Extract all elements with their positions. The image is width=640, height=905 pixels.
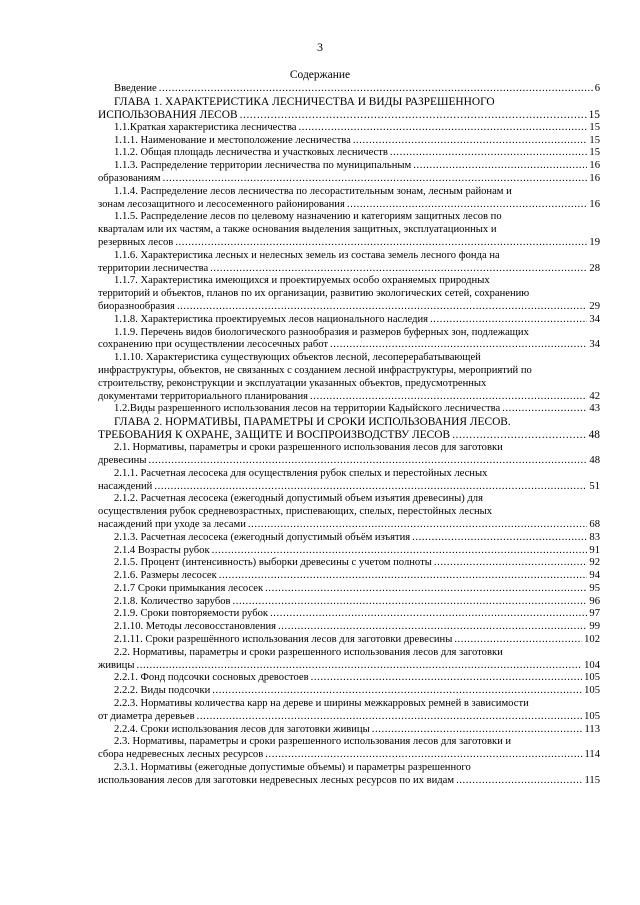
toc-entry-text: 1.2.Виды разрешенного использования лесов на территории Кадыйского лесничества	[114, 403, 501, 415]
toc-entry	[98, 583, 600, 596]
toc-entry-line	[98, 557, 600, 570]
dot-leader	[175, 237, 587, 250]
toc-page-number: 6	[594, 83, 600, 94]
toc-entry-text: древесины	[98, 454, 147, 466]
dot-leader	[310, 391, 587, 404]
toc-entry-line	[98, 532, 600, 545]
toc-entry-text: 1.1.3. Распределение территории лесничества по муниципальным	[114, 160, 412, 172]
toc-entry	[98, 621, 600, 634]
toc-page-number: 16	[589, 198, 600, 210]
toc-page-number: 92	[589, 557, 600, 569]
toc-entry	[98, 135, 600, 148]
toc-entry-text: 2.1.7 Сроки примыкания лесосек	[114, 582, 264, 594]
toc-entry	[98, 634, 600, 647]
toc-entry-line	[98, 685, 600, 698]
toc-page-number: 94	[589, 570, 600, 582]
dot-leader	[154, 481, 587, 494]
toc-entry-line	[98, 173, 600, 186]
toc-entry	[98, 442, 600, 468]
dot-leader	[413, 160, 587, 173]
toc-page-number: 34	[589, 339, 600, 351]
toc-entry-line	[98, 263, 600, 276]
toc-entry-line	[98, 339, 600, 352]
toc-entry-line	[98, 301, 600, 314]
toc-entry	[98, 596, 600, 609]
toc-entry-text: биоразнообразия	[98, 300, 175, 312]
toc-entry	[98, 327, 600, 353]
toc-page-number: 105	[584, 710, 600, 722]
dot-leader	[412, 532, 587, 545]
dot-leader	[430, 314, 587, 327]
toc-entry-text: 2.2.4. Сроки использования лесов для заготовки живицы	[114, 723, 370, 735]
dot-leader	[390, 147, 588, 160]
toc-page-number: 95	[589, 582, 600, 594]
toc-page-number: 102	[584, 634, 600, 646]
toc-entry	[98, 570, 600, 583]
dot-leader	[148, 455, 587, 468]
toc-entry-text: осуществления рубок средневозрастных, приспевающих, спелых, перестойных лесных	[98, 506, 493, 518]
toc-entry-text: Введение	[114, 83, 157, 94]
toc-entry	[98, 96, 600, 122]
toc-entry	[98, 647, 600, 673]
dot-leader	[212, 685, 582, 698]
toc-entry-text: насаждений при уходе за лесами	[98, 518, 246, 530]
toc-entry-text: инфраструктуры, объектов, не связанных с созданием лесной инфраструктуры, мероприятий по	[98, 364, 532, 376]
toc-entry-text: 2.2.3. Нормативы количества карр на дереве и ширины межкарровых ремней в зависимости	[114, 698, 529, 710]
toc-entry	[98, 160, 600, 173]
toc-entry-text: резервных лесов	[98, 236, 174, 248]
dot-leader	[219, 570, 588, 583]
dot-leader	[197, 711, 582, 724]
toc-page-number: 91	[589, 544, 600, 556]
toc-entry-line	[98, 672, 600, 685]
toc-entry-line	[98, 570, 600, 583]
toc-entry	[98, 122, 600, 135]
toc-entry-text: 1.1.8. Характеристика проектируемых лесов национального наследия	[114, 313, 428, 325]
toc-entry-text: 2.1.1. Расчетная лесосека для осуществления рубок спелых и перестойных лесных	[114, 467, 488, 479]
toc-entry-text: 1.1.Краткая характеристика лесничества	[114, 121, 297, 133]
toc-entry-line	[98, 608, 600, 621]
toc-entry	[98, 557, 600, 570]
toc-entry-text: 2.3. Нормативы, параметры и сроки разрешенного использования лесов для заготовки и	[114, 736, 512, 748]
toc-entry	[98, 724, 600, 737]
toc-entry	[98, 545, 600, 558]
toc-entry-line	[98, 391, 600, 404]
toc-title: Содержание	[289, 69, 351, 81]
dot-leader	[299, 122, 588, 135]
toc-page-number: 114	[584, 749, 600, 761]
dot-leader	[159, 83, 593, 96]
toc-entry-line	[98, 660, 600, 673]
toc-entry-line	[98, 724, 600, 737]
toc-entry-text: 1.1.5. Распределение лесов по целевому назначению и категориям защитных лесов по	[114, 211, 502, 223]
toc-entry-text: 2.2.1. Фонд подсочки сосновых древостоев	[114, 672, 309, 684]
page-number: 3	[317, 40, 323, 54]
toc-entry	[98, 416, 600, 442]
toc-page-number: 113	[584, 723, 600, 735]
toc-entry-text: сбора недревесных лесных ресурсов	[98, 749, 264, 761]
dot-leader	[265, 749, 582, 762]
dot-leader	[163, 173, 588, 186]
toc-page-number: 83	[589, 531, 600, 543]
dot-leader	[311, 672, 582, 685]
toc-page-number: 15	[589, 147, 600, 159]
toc-page-number: 105	[584, 685, 600, 697]
toc-entry	[98, 468, 600, 494]
dot-leader	[353, 135, 588, 148]
toc-entry-text: территории лесничества	[98, 262, 209, 274]
toc-entry	[98, 403, 600, 416]
toc-entry	[98, 250, 600, 276]
toc-page-number: 105	[584, 672, 600, 684]
toc-entry-text: территорий и объектов, планов по их организации, развитию экологических сетей, сохранению	[98, 288, 530, 300]
toc-entry	[98, 314, 600, 327]
toc-entry	[98, 186, 600, 212]
toc-entry-line	[98, 147, 600, 160]
toc-page-number: 15	[589, 121, 600, 133]
toc-entry-line	[98, 621, 600, 634]
dot-leader	[456, 775, 582, 788]
dot-leader	[270, 608, 587, 621]
toc-entry-text: 2.1.9. Сроки повторяемости рубок	[114, 608, 269, 620]
toc-entry	[98, 762, 600, 788]
dot-leader	[233, 596, 588, 609]
toc-page-number: 96	[589, 595, 600, 607]
toc-entry-text: 2.1. Нормативы, параметры и сроки разрешенного использования лесов для заготовки	[114, 442, 503, 454]
toc-entry-text: 2.1.4 Возрасты рубок	[114, 544, 210, 556]
toc-entry	[98, 532, 600, 545]
toc-page-number: 97	[589, 608, 600, 620]
toc-entry-text: 2.1.8. Количество зарубов	[114, 595, 231, 607]
toc-entry	[98, 173, 600, 186]
toc-page-number: 104	[584, 659, 600, 671]
toc-entry	[98, 352, 600, 403]
toc-entry-line	[98, 711, 600, 724]
toc-entry-line	[98, 481, 600, 494]
toc-entry-text: использования лесов для заготовки недревесных лесных ресурсов по их видам	[98, 774, 455, 786]
toc-page-number: 99	[589, 621, 600, 633]
toc-entry-text: 2.1.6. Размеры лесосек	[114, 570, 217, 582]
dot-leader	[372, 724, 583, 737]
toc-entry-line	[98, 429, 600, 442]
dot-leader	[434, 557, 588, 570]
toc-page-number: 19	[589, 236, 600, 248]
toc-entry-text: 1.1.2. Общая площадь лесничества и участковых лесничеств	[114, 147, 388, 159]
toc-entry-text: живицы	[98, 659, 135, 671]
toc-entry-text: строительству, реконструкции и эксплуатации указанных объектов, предусмотренных	[98, 377, 487, 389]
toc-page-number: 43	[589, 403, 600, 415]
toc-page-number: 48	[589, 454, 600, 466]
toc-entry-text: 1.1.1. Наименование и местоположение лесничества	[114, 134, 351, 146]
toc-entry-text: ГЛАВА 1. ХАРАКТЕРИСТИКА ЛЕСНИЧЕСТВА И ВИДЫ РАЗРЕШЕННОГО	[114, 95, 495, 108]
toc-entry	[98, 211, 600, 249]
dot-leader	[502, 403, 587, 416]
toc-page-number: 15	[588, 108, 600, 121]
toc-entry-line	[98, 83, 600, 96]
toc-entry-line	[98, 135, 600, 148]
toc-entry-text: 2.1.10. Методы лесовосстановления	[114, 621, 277, 633]
toc-page-number: 16	[589, 172, 600, 184]
toc-entry-line	[98, 403, 600, 416]
toc-entry-text: 2.1.3. Расчетная лесосека (ежегодный допустимый объём изъятия	[114, 531, 411, 543]
toc-entry-line	[98, 775, 600, 788]
toc-entry-line	[98, 519, 600, 532]
toc-entry-text: 2.2. Нормативы, параметры и сроки разрешенного использования лесов для заготовки	[114, 646, 503, 658]
toc-entry	[98, 83, 600, 96]
toc-entry-text: сохранению при осуществлении лесосечных работ	[98, 339, 328, 351]
toc-entry	[98, 698, 600, 724]
toc-page-number: 51	[589, 480, 600, 492]
dot-leader	[212, 545, 588, 558]
dot-leader	[330, 339, 587, 352]
toc-entry-text: 2.2.2. Виды подсочки	[114, 685, 211, 697]
toc-page-number: 28	[589, 262, 600, 274]
toc-page-number: 48	[588, 429, 600, 442]
toc-page-number: 42	[589, 390, 600, 402]
toc-entry-text: ТРЕБОВАНИЯ К ОХРАНЕ, ЗАЩИТЕ И ВОСПРОИЗВОДСТВУ ЛЕСОВ	[98, 429, 451, 442]
toc-entry-line	[98, 545, 600, 558]
toc-entry	[98, 147, 600, 160]
toc-entry-text: от диаметра деревьев	[98, 710, 195, 722]
toc-entry	[98, 736, 600, 762]
toc-page-number: 15	[589, 134, 600, 146]
toc-entry-text: 1.1.10. Характеристика существующих объектов лесной, лесоперерабатывающей	[114, 352, 481, 364]
dot-leader	[177, 301, 587, 314]
toc-entry-text: 2.1.2. Расчетная лесосека (ежегодный допустимый объем изъятия древесины) для	[114, 493, 483, 505]
toc-entry-text: 2.1.5. Процент (интенсивность) выборки древесины с учетом полноты	[114, 557, 432, 569]
toc-entry-text: 2.1.11. Сроки разрешённого использования лесов для заготовки древесины	[114, 634, 453, 646]
dot-leader	[347, 199, 588, 212]
toc-entry-line	[98, 455, 600, 468]
toc-entry-line	[98, 749, 600, 762]
toc-entry-line	[98, 122, 600, 135]
toc-entry-text: зонам лесозащитного и лесосеменного районирования	[98, 198, 345, 210]
toc-entry-line	[98, 160, 600, 173]
toc-entry-line	[98, 596, 600, 609]
dot-leader	[248, 519, 588, 532]
toc-page-number: 115	[584, 774, 600, 786]
toc-page-number: 68	[589, 518, 600, 530]
toc-entry-line	[98, 199, 600, 212]
dot-leader	[278, 621, 587, 634]
toc-entry	[98, 275, 600, 313]
table-of-contents	[98, 83, 600, 788]
toc-entry-text: 2.3.1. Нормативы (ежегодные допустимые объемы) и параметры разрешенного	[114, 762, 471, 774]
toc-entry-text: 1.1.7. Характеристика имеющихся и проектируемых особо охраняемых природных	[114, 275, 490, 287]
toc-entry	[98, 608, 600, 621]
toc-entry-text: насаждений	[98, 480, 153, 492]
toc-entry-text: образованиям	[98, 172, 161, 184]
toc-entry-text: 1.1.6. Характеристика лесных и нелесных земель из состава земель лесного фонда на	[114, 249, 500, 261]
dot-leader	[265, 583, 587, 596]
toc-entry	[98, 672, 600, 685]
toc-entry-line	[98, 634, 600, 647]
dot-leader	[454, 634, 582, 647]
toc-entry-text: документами территориального планирования	[98, 390, 309, 402]
dot-leader	[210, 263, 587, 276]
toc-entry-text: ГЛАВА 2. НОРМАТИВЫ, ПАРАМЕТРЫ И СРОКИ ИСПОЛЬЗОВАНИЯ ЛЕСОВ.	[114, 416, 511, 429]
toc-entry-line	[98, 237, 600, 250]
toc-entry	[98, 685, 600, 698]
toc-entry-line	[98, 583, 600, 596]
toc-page-number: 16	[589, 160, 600, 172]
toc-entry-line	[98, 314, 600, 327]
toc-entry-text: ИСПОЛЬЗОВАНИЯ ЛЕСОВ	[98, 108, 238, 121]
toc-entry	[98, 493, 600, 531]
toc-page-number: 34	[589, 313, 600, 325]
dot-leader	[452, 429, 587, 442]
toc-entry-text: кварталам или их частям, а также основания выделения защитных, эксплуатационных и	[98, 224, 497, 236]
toc-page-number: 29	[589, 300, 600, 312]
dot-leader	[240, 109, 587, 122]
dot-leader	[136, 660, 582, 673]
toc-entry-text: 1.1.9. Перечень видов биологического разнообразия и размеров буферных зон, подлежащих	[114, 326, 529, 338]
toc-entry-line	[98, 109, 600, 122]
toc-entry-text: 1.1.4. Распределение лесов лесничества по лесорастительным зонам, лесным районам и	[114, 185, 512, 197]
